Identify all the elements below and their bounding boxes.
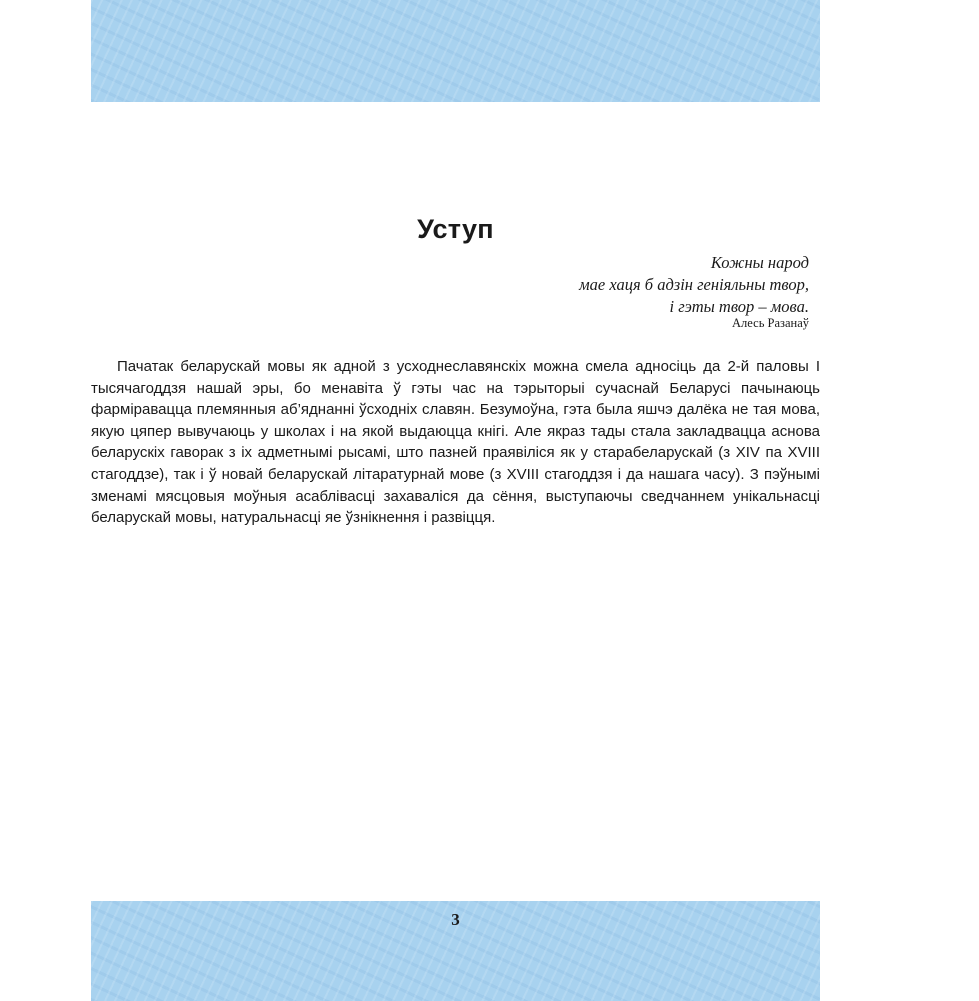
top-decorative-band <box>91 0 820 102</box>
page-title: Уступ <box>417 214 494 245</box>
body-paragraph: Пачатак беларускай мовы як адной з усходнеславянскіх можна смела адносіць да 2-й паловы І тысячагоддзя нашай эры, бо менавіта ў гэты час на тэрыторыі сучаснай Беларусі пачынаюць фарміравацца племянныя аб’яднанні ўсходніх славян. Безумоўна, гэта была яшчэ далёка не тая мова, якую цяпер вывучаюць у школах і на якой выдаюцца кнігі. Але якраз тады стала закладвацца аснова беларускіх гаворак з іх адметнымі рысамі, што пазней праявіліся як у старабеларускай (з XIV па XVIII стагоддзе), так і ў новай беларускай літаратурнай мове (з XVIII стагоддзя і да нашага часу). З пэўнымі зменамі мясцовыя моўныя асаблівасці захаваліся да сёння, выступаючы сведчаннем унікальнасці беларускай мовы, натуральнасці яе ўзнікнення і развіцця. <box>91 358 820 527</box>
epigraph-line-1: Кожны народ <box>710 253 809 272</box>
epigraph-line-3: і гэты твор – мова. <box>669 297 809 316</box>
page-number: 3 <box>451 910 460 929</box>
epigraph-author: Алесь Разанаў <box>732 316 809 330</box>
epigraph <box>579 252 809 318</box>
epigraph-line-2: мае хаця б адзін геніяльны твор, <box>579 275 809 294</box>
